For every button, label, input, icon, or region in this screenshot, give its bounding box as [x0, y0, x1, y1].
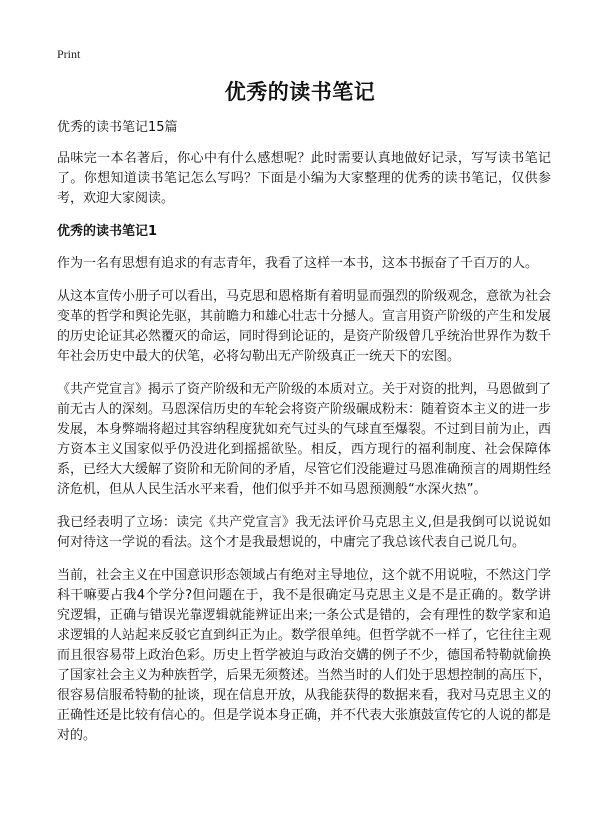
paragraph-1: 作为一名有思想有追求的有志青年，我看了这样一本书，这本书振奋了千百万的人。: [57, 256, 539, 271]
article-body: [57, 118, 551, 759]
page-title: 优秀的读书笔记: [224, 80, 376, 104]
print-link[interactable]: Print: [57, 47, 81, 61]
intro-paragraph: 品味完一本名著后，你心中有什么感想呢？此时需要认真地做好记录，写写读书笔记了。你想知道读书笔记怎么写吗？下面是小编为大家整理的优秀的读书笔记，仅供参考，欢迎大家阅读。: [57, 151, 551, 206]
paragraph-3: 《共产党宣言》揭示了资产阶级和无产阶级的本质对立。关于对资的批判，马恩做到了前无古人的深刻。马恩深信历史的车轮会将资产阶级碾成粉末：随着资本主义的进一步发展，本身弊端将超过其容纳程度犹如充气过头的气球直至爆裂。不过到目前为止，西方资本主义国家似乎仍没进化到摇摇欲坠。相反，西方现行的福利制度、社会保障体系，已经大大缓解了资阶和无阶间的矛盾，尽管它们没能避过马恩准确预言的周期性经济危机，但从人民生活水平来看，他们似乎并不如马恩预测般“水深火热”。: [57, 382, 552, 497]
paragraph-4: 我已经表明了立场：读完《共产党宣言》我无法评价马克思主义,但是我倒可以说说如何对待这一学说的看法。这个才是我最想说的，中庸完了我总该代表自己说几句。: [57, 515, 551, 550]
paragraph-2: 从这本宣传小册子可以看出，马克思和恩格斯有着明显而强烈的阶级观念，意欲为社会变革的哲学和舆论先驱，其前瞻力和雄心壮志十分撼人。宣言用资产阶级的产生和发展的历史论证其必然覆灭的命运，同时得到论证的，是资产阶级曾几乎统治世界作为数千年社会历史中最大的伏笔，必将勾勒出无产阶级真正一统天下的宏图。: [57, 289, 552, 364]
article-subtitle: 优秀的读书笔记15篇: [57, 120, 178, 135]
paragraph-5: 当前，社会主义在中国意识形态领域占有绝对主导地位，这个就不用说啦，不然这门学科干嘛要占我4个学分?但问题在于，我不是很确定马克思主义是不是正确的。数学讲究逻辑，正确与错误光靠逻辑就能辨证出来;一条公式是错的，会有理性的数学家和追求逻辑的人站起来反驳它直到纠正为止。数学很单纯。但哲学就不一样了，它往往主观而且很容易带上政治色彩。历史上哲学被迫与政治交媾的例子不少，德国希特勒就偷换了国家社会主义为种族哲学，后果无须赘述。当然当时的人们处于思想控制的高压下，很容易信服希特勒的扯谈，现在信息开放，从我能获得的数据来看，我对马克思主义的正确性还是比较有信心的。但是学说本身正确，并不代表大张旗鼓宣传它的人说的都是对的。: [57, 568, 552, 743]
section-heading: 优秀的读书笔记1: [57, 224, 158, 239]
